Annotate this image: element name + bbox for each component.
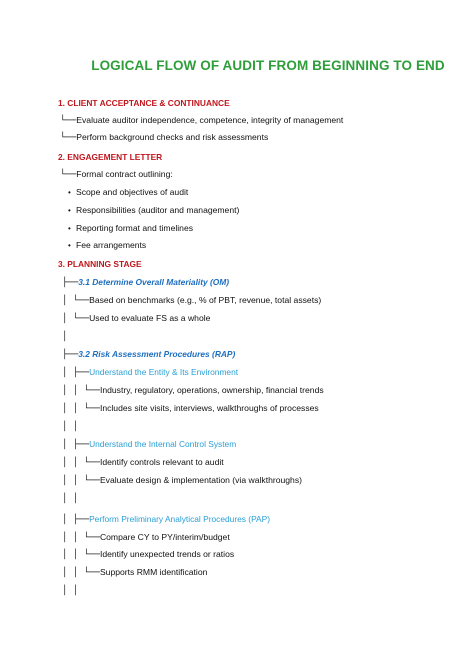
subsubheading-entity: │ ├──Understand the Entity & Its Environment bbox=[62, 367, 239, 378]
tree-connector: │ ├── bbox=[62, 440, 90, 450]
list-item: │ │ └──Supports RMM identification bbox=[62, 567, 208, 578]
list-item: └──Perform background checks and risk assessments bbox=[60, 132, 269, 143]
tree-connector: └── bbox=[60, 133, 77, 143]
list-item: └──Formal contract outlining: bbox=[60, 169, 173, 180]
bullet-item: • Fee arrangements bbox=[68, 240, 147, 250]
tree-connector: │ │ └── bbox=[62, 533, 100, 543]
tree-connector: ├── bbox=[62, 278, 79, 288]
subheading-overall-materiality: ├──3.1 Determine Overall Materiality (OM) bbox=[62, 277, 230, 288]
tree-connector: │ │ └── bbox=[62, 404, 100, 414]
tree-connector: │ │ └── bbox=[62, 386, 100, 396]
tree-connector: │ │ └── bbox=[62, 476, 100, 486]
bullet-item: • Reporting format and timelines bbox=[68, 223, 194, 233]
bullet-item: • Responsibilities (auditor and management) bbox=[68, 205, 240, 215]
tree-connector: │ └── bbox=[62, 296, 90, 306]
list-item: └──Evaluate auditor independence, competence, integrity of management bbox=[60, 115, 344, 126]
list-item: │ │ └──Identify controls relevant to audit bbox=[62, 457, 224, 468]
tree-connector: │ │ bbox=[62, 422, 79, 432]
tree-connector: │ │ └── bbox=[62, 458, 100, 468]
subsubheading-analytical-procedures: │ ├──Perform Preliminary Analytical Procedures (PAP) bbox=[62, 514, 270, 525]
tree-connector: ├── bbox=[62, 350, 79, 360]
list-item: │ │ └──Compare CY to PY/interim/budget bbox=[62, 532, 230, 543]
tree-connector: │ │ bbox=[62, 494, 79, 504]
list-item: │ └──Used to evaluate FS as a whole bbox=[62, 313, 211, 324]
list-item: │ │ └──Identify unexpected trends or ratios bbox=[62, 549, 235, 560]
list-item: │ │ └──Includes site visits, interviews, walkthroughs of processes bbox=[62, 403, 319, 414]
tree-connector: │ ├── bbox=[62, 515, 90, 525]
section-heading-planning-stage: 3. PLANNING STAGE bbox=[58, 259, 142, 269]
tree-connector: │ │ └── bbox=[62, 568, 100, 578]
tree-connector: │ ├── bbox=[62, 368, 90, 378]
list-item: │ │ └──Evaluate design & implementation (via walkthroughs) bbox=[62, 475, 302, 486]
list-item: │ └──Based on benchmarks (e.g., % of PBT, revenue, total assets) bbox=[62, 295, 322, 306]
subheading-risk-assessment: ├──3.2 Risk Assessment Procedures (RAP) bbox=[62, 349, 236, 360]
bullet-item: • Scope and objectives of audit bbox=[68, 187, 189, 197]
section-heading-client-acceptance: 1. CLIENT ACCEPTANCE & CONTINUANCE bbox=[58, 98, 230, 108]
tree-connector: └── bbox=[60, 116, 77, 126]
tree-connector: └── bbox=[60, 170, 77, 180]
list-item: │ │ └──Industry, regulatory, operations, ownership, financial trends bbox=[62, 385, 324, 396]
page-title: LOGICAL FLOW OF AUDIT FROM BEGINNING TO END bbox=[91, 58, 445, 73]
section-heading-engagement-letter: 2. ENGAGEMENT LETTER bbox=[58, 152, 163, 162]
tree-connector: │ └── bbox=[62, 314, 90, 324]
tree-connector: │ │ └── bbox=[62, 550, 100, 560]
subsubheading-internal-control: │ ├──Understand the Internal Control System bbox=[62, 439, 237, 450]
tree-connector: │ │ bbox=[62, 586, 79, 596]
tree-connector: │ bbox=[62, 332, 68, 342]
